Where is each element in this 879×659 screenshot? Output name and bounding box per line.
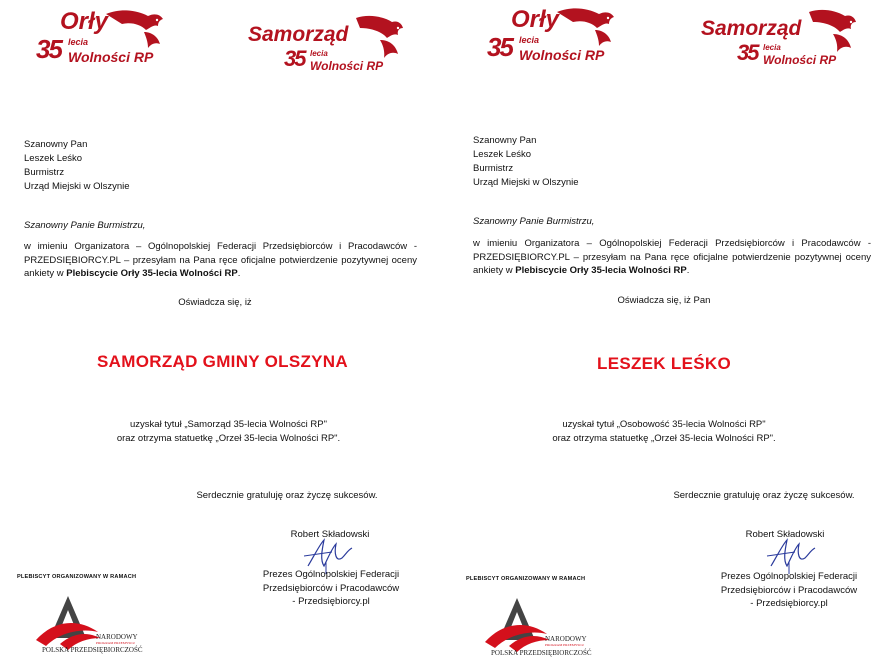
paragraph-end: .: [237, 268, 241, 279]
title-line-1: uzyskał tytuł „Osobowość 35-lecia Wolności RP": [562, 419, 766, 430]
orly-logo-line1: Orły: [511, 6, 560, 33]
program-logo-line1: NARODOWY: [545, 635, 587, 643]
program-logo-line3: POLSKA PRZEDSIĘBIORCZOŚĆ: [491, 649, 592, 657]
samorzad-logo-number: 35: [737, 40, 758, 65]
declaration: Oświadcza się, iż Pan: [617, 295, 711, 306]
orly-logo-line1: Orły: [60, 8, 109, 35]
program-logo-line1: NARODOWY: [96, 633, 138, 641]
samorzad-logo: [701, 4, 861, 68]
paragraph-bold: Plebiscycie Orły 35-lecia Wolności RP: [66, 268, 238, 279]
address-line: Szanowny Pan: [24, 139, 88, 150]
address-line: Urząd Miejski w Olszynie: [473, 177, 579, 188]
orly-logo-number: 35: [487, 32, 512, 62]
declaration: Oświadcza się, iż: [178, 297, 252, 308]
address-line: Szanowny Pan: [473, 135, 537, 146]
address-line: Leszek Leśko: [473, 149, 532, 160]
role-line-3: - Przedsiębiorcy.pl: [292, 596, 370, 607]
closing-line: Serdecznie gratuluję oraz życzę sukcesów.: [673, 490, 855, 501]
samorzad-logo-lecia: lecia: [763, 43, 781, 52]
address-line: Leszek Leśko: [24, 153, 83, 164]
program-logo-line2: PROGRAM PRZEMYSŁU: [96, 641, 135, 645]
address-line: Burmistrz: [24, 167, 65, 178]
recipient-address: [473, 134, 579, 190]
program-logo-line2: PROGRAM PRZEMYSŁU: [545, 643, 584, 647]
orly-logo-wolnosci: Wolności RP: [68, 49, 154, 65]
salutation: Szanowny Panie Burmistrzu,: [473, 216, 595, 227]
signatory-role: [699, 570, 879, 611]
role-line-1: Prezes Ogólnopolskiej Federacji: [720, 571, 858, 582]
signatory-name: Robert Składowski: [745, 529, 825, 540]
samorzad-logo-line1: Samorząd: [248, 23, 349, 46]
orly-logo-number: 35: [36, 34, 61, 64]
samorzad-logo-line1: Samorząd: [701, 17, 802, 40]
paragraph-text: w imieniu Organizatora – Ogólnopolskiej Federacji Przedsiębiorców i Pracodawców - PRZEDSIĘBIORCY.PL – przesyłam na Pana ręce oficjalne potwierdzenie pozytywnej oceny ankiety w: [24, 241, 417, 279]
paragraph-bold: Plebiscycie Orły 35-lecia Wolności RP: [515, 265, 687, 276]
program-logo-line3: POLSKA PRZEDSIĘBIORCZOŚĆ: [42, 646, 143, 654]
orly-logo-wolnosci: Wolności RP: [519, 47, 605, 63]
samorzad-logo: [248, 10, 408, 74]
laureate-name: SAMORZĄD GMINY OLSZYNA: [97, 352, 348, 371]
orly-logo: [487, 2, 627, 66]
samorzad-logo-lecia: lecia: [310, 49, 328, 58]
role-line-1: Prezes Ogólnopolskiej Federacji: [262, 569, 400, 580]
body-paragraph: [24, 240, 417, 281]
orly-logo-lecia: lecia: [68, 37, 89, 47]
laureate-name: LESZEK LEŚKO: [597, 354, 731, 373]
title-line-2: oraz otrzyma statuetkę „Orzeł 35-lecia Wolności RP".: [116, 433, 341, 444]
samorzad-logo-wolnosci: Wolności RP: [310, 59, 384, 73]
samorzad-logo-number: 35: [284, 46, 305, 71]
letter-right: [449, 0, 879, 659]
closing-line: Serdecznie gratuluję oraz życzę sukcesów.: [196, 490, 378, 501]
plebiscyt-note: PLEBISCYT ORGANIZOWANY W RAMACH: [466, 576, 586, 582]
samorzad-logo-wolnosci: Wolności RP: [763, 53, 837, 67]
signatory-name: Robert Składowski: [290, 529, 370, 540]
body-paragraph: [473, 237, 871, 278]
address-line: Burmistrz: [473, 163, 514, 174]
letter-left: [0, 0, 430, 659]
address-line: Urząd Miejski w Olszynie: [24, 181, 130, 192]
recipient-address: [24, 138, 130, 194]
signatory-role: [238, 568, 424, 609]
title-line-2: oraz otrzyma statuetkę „Orzeł 35-lecia Wolności RP".: [552, 433, 776, 444]
role-line-2: Przedsiębiorców i Pracodawców: [720, 584, 858, 596]
paragraph-text: w imieniu Organizatora – Ogólnopolskiej Federacji Przedsiębiorców i Pracodawców - PRZEDSIĘBIORCY.PL – przesyłam na Pana ręce oficjalne potwierdzenie pozytywnej oceny ankiety w: [473, 238, 871, 276]
paragraph-end: .: [686, 265, 690, 276]
role-line-2: Przedsiębiorców i Pracodawców: [262, 582, 400, 594]
orly-logo-lecia: lecia: [519, 35, 540, 45]
salutation: Szanowny Panie Burmistrzu,: [24, 220, 146, 231]
orly-logo: [36, 4, 176, 68]
plebiscyt-note: PLEBISCYT ORGANIZOWANY W RAMACH: [17, 574, 137, 580]
title-line-1: uzyskał tytuł „Samorząd 35-lecia Wolności RP": [130, 419, 327, 430]
role-line-3: - Przedsiębiorcy.pl: [750, 598, 828, 609]
